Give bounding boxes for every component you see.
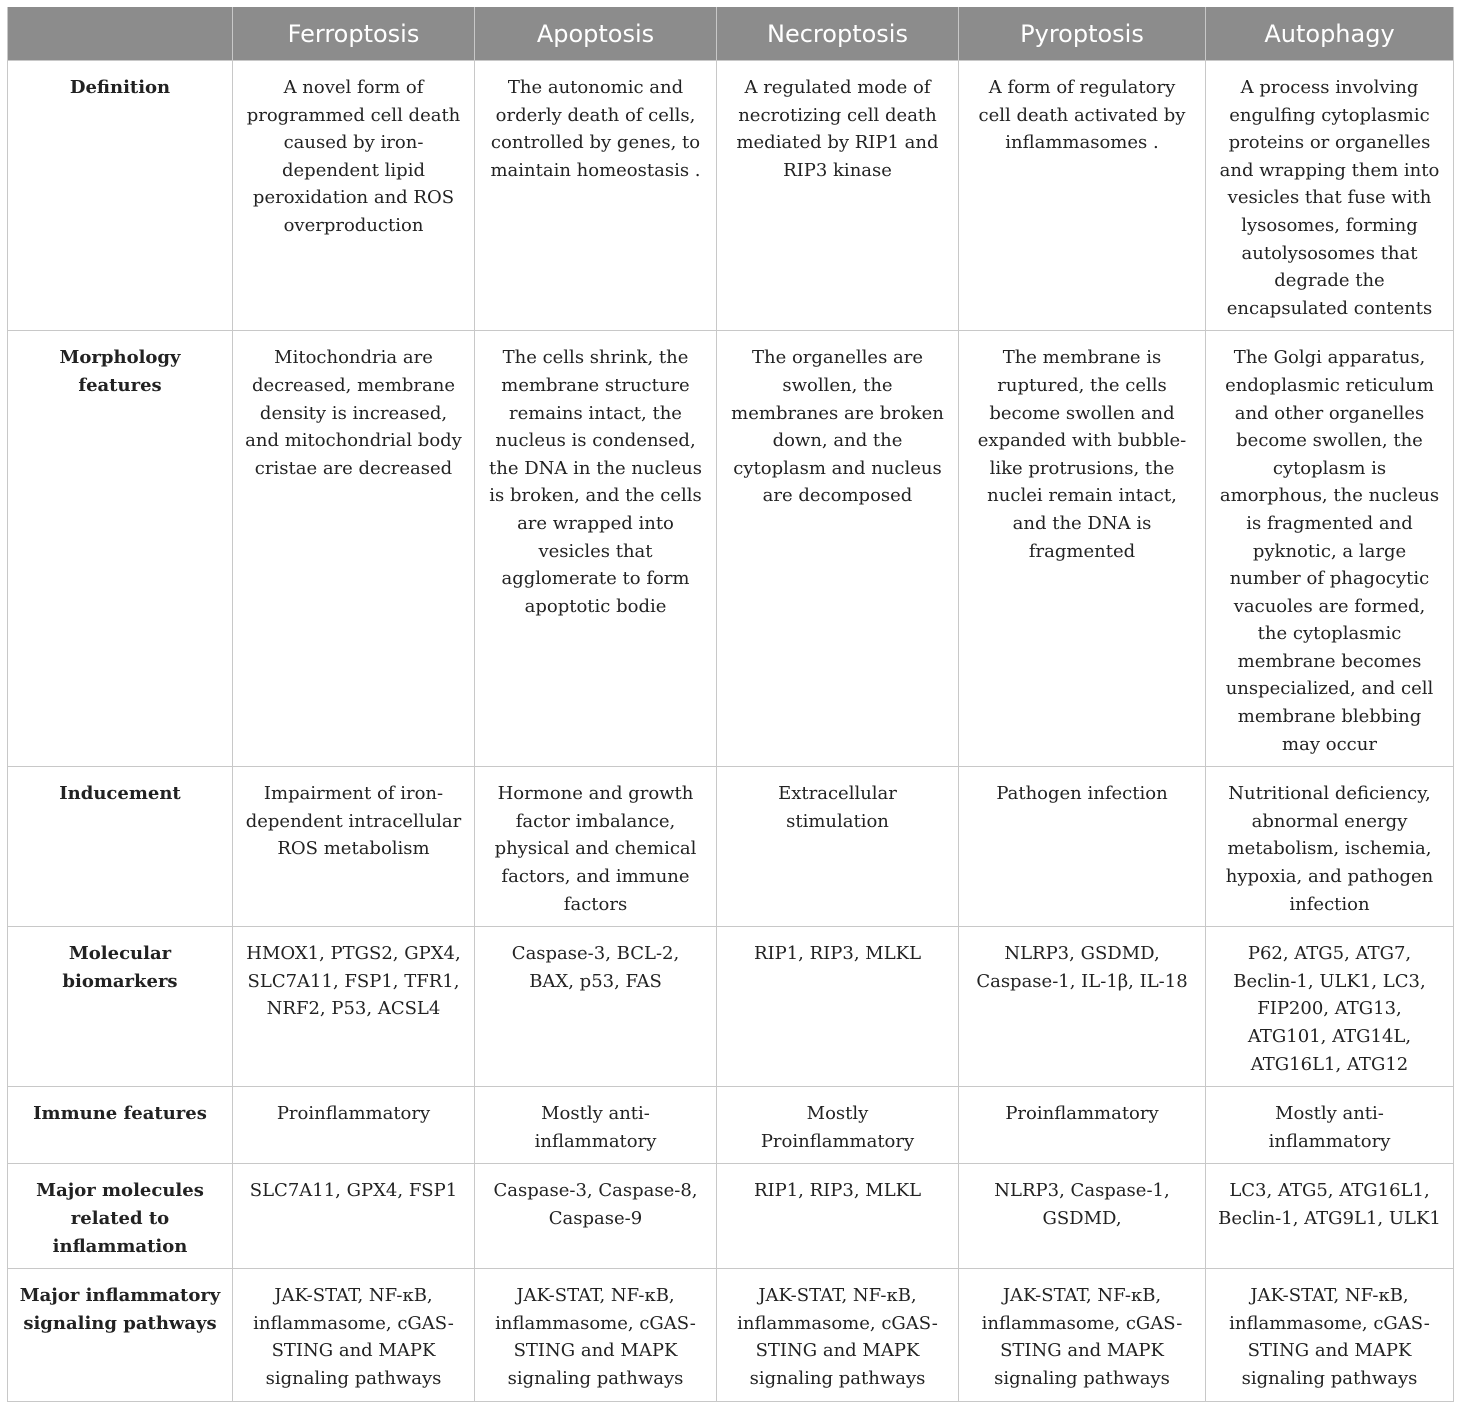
header-pyroptosis: Pyroptosis <box>959 7 1206 61</box>
table-header <box>8 7 1454 61</box>
table-cell: The Golgi apparatus, endoplasmic reticulum and other organelles become swollen, the cytoplasm is amorphous, the nucleus is fragmented and pyknotic, a large number of phagocytic vacuoles are formed, the cytoplasmic membrane becomes unspecialized, and cell membrane blebbing may occur <box>1206 331 1454 767</box>
table-cell: Pathogen infection <box>959 767 1206 927</box>
table-cell: Mostly Proinflammatory <box>717 1087 959 1164</box>
table-cell: Mostly anti-inflammatory <box>475 1087 717 1164</box>
table-cell: RIP1, RIP3, MLKL <box>717 927 959 1087</box>
header-autophagy: Autophagy <box>1206 7 1454 61</box>
table-cell: Proinflammatory <box>233 1087 475 1164</box>
table-cell: A process involving engulfing cytoplasmic proteins or organelles and wrapping them into vesicles that fuse with lysosomes, forming autolysosomes that degrade the encapsulated contents <box>1206 61 1454 331</box>
table-cell: JAK-STAT, NF-κB, inflammasome, cGAS-STING and MAPK signaling pathways <box>717 1269 959 1401</box>
table-cell: Mostly anti-inflammatory <box>1206 1087 1454 1164</box>
row-label: Molecular biomarkers <box>8 927 233 1087</box>
table-cell: Nutritional deficiency, abnormal energy metabolism, ischemia, hypoxia, and pathogen infection <box>1206 767 1454 927</box>
table-cell: A form of regulatory cell death activated by inflammasomes . <box>959 61 1206 331</box>
table-cell: JAK-STAT, NF-κB, inflammasome, cGAS-STING and MAPK signaling pathways <box>959 1269 1206 1401</box>
table-cell: JAK-STAT, NF-κB, inflammasome, cGAS-STING and MAPK signaling pathways <box>233 1269 475 1401</box>
table-row-immune-features <box>8 1087 1454 1164</box>
table-cell: HMOX1, PTGS2, GPX4, SLC7A11, FSP1, TFR1, NRF2, P53, ACSL4 <box>233 927 475 1087</box>
table-cell: SLC7A11, GPX4, FSP1 <box>233 1164 475 1269</box>
table-cell: The autonomic and orderly death of cells, controlled by genes, to maintain homeostasis . <box>475 61 717 331</box>
table-cell: A novel form of programmed cell death caused by iron-dependent lipid peroxidation and ROS overproduction <box>233 61 475 331</box>
table-cell: NLRP3, Caspase-1, GSDMD, <box>959 1164 1206 1269</box>
table-row-molecular-biomarkers <box>8 927 1454 1087</box>
table-cell: Caspase-3, BCL-2, BAX, p53, FAS <box>475 927 717 1087</box>
row-label: Definition <box>8 61 233 331</box>
table-cell: JAK-STAT, NF-κB, inflammasome, cGAS-STING and MAPK signaling pathways <box>1206 1269 1454 1401</box>
row-label: Morphology features <box>8 331 233 767</box>
table-cell: Extracellular stimulation <box>717 767 959 927</box>
row-label: Major molecules related to inflammation <box>8 1164 233 1269</box>
header-row <box>8 7 1454 61</box>
table-row-inducement <box>8 767 1454 927</box>
table-cell: LC3, ATG5, ATG16L1, Beclin-1, ATG9L1, ULK1 <box>1206 1164 1454 1269</box>
header-ferroptosis: Ferroptosis <box>233 7 475 61</box>
header-apoptosis: Apoptosis <box>475 7 717 61</box>
table-cell: Hormone and growth factor imbalance, physical and chemical factors, and immune factors <box>475 767 717 927</box>
table-cell: The membrane is ruptured, the cells become swollen and expanded with bubble-like protrusions, the nuclei remain intact, and the DNA is fragmented <box>959 331 1206 767</box>
table-cell: The organelles are swollen, the membranes are broken down, and the cytoplasm and nucleus are decomposed <box>717 331 959 767</box>
header-corner <box>8 7 233 61</box>
table-cell: A regulated mode of necrotizing cell death mediated by RIP1 and RIP3 kinase <box>717 61 959 331</box>
table-cell: RIP1, RIP3, MLKL <box>717 1164 959 1269</box>
table-row-signaling-pathways <box>8 1269 1454 1401</box>
table-cell: P62, ATG5, ATG7, Beclin-1, ULK1, LC3, FIP200, ATG13, ATG101, ATG14L, ATG16L1, ATG12 <box>1206 927 1454 1087</box>
row-label: Major inflammatory signaling pathways <box>8 1269 233 1401</box>
table-cell: Mitochondria are decreased, membrane density is increased, and mitochondrial body cristae are decreased <box>233 331 475 767</box>
row-label: Inducement <box>8 767 233 927</box>
table-row-definition <box>8 61 1454 331</box>
table-cell: Caspase-3, Caspase-8, Caspase-9 <box>475 1164 717 1269</box>
table-cell: The cells shrink, the membrane structure remains intact, the nucleus is condensed, the DNA in the nucleus is broken, and the cells are wrapped into vesicles that agglomerate to form apoptotic bodie <box>475 331 717 767</box>
table-cell: Impairment of iron-dependent intracellular ROS metabolism <box>233 767 475 927</box>
header-necroptosis: Necroptosis <box>717 7 959 61</box>
table-body <box>8 61 1454 1402</box>
table-cell: Proinflammatory <box>959 1087 1206 1164</box>
row-label: Immune features <box>8 1087 233 1164</box>
table-row-major-molecules <box>8 1164 1454 1269</box>
table-cell: NLRP3, GSDMD, Caspase-1, IL-1β, IL-18 <box>959 927 1206 1087</box>
table-row-morphology <box>8 331 1454 767</box>
table-cell: JAK-STAT, NF-κB, inflammasome, cGAS-STING and MAPK signaling pathways <box>475 1269 717 1401</box>
comparison-table <box>7 7 1454 1402</box>
